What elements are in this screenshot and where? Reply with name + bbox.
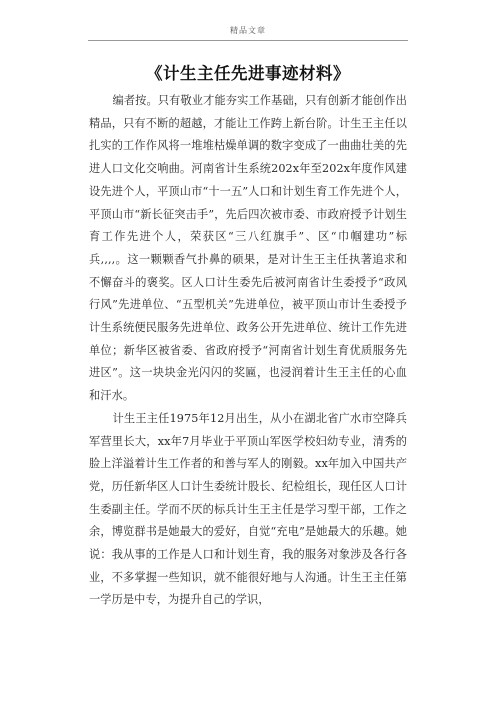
header-label: 精品文章 — [230, 26, 266, 35]
document-title: 《计生主任先进事迹材料》 — [146, 64, 350, 83]
page-header — [0, 0, 496, 36]
paragraph-biography: 计生王主任1975年12月出生，从小在湖北省广水市空降兵军营里长大，xx年7月毕业于平顶山军医学校妇幼专业，清秀的脸上洋溢着计生工作者的和善与军人的刚毅。xx年加入中国共产党，历任新华区人口计生委统计股长、纪检组长，现任区人口计生委副主任。学而不厌的标兵计生王主任是学习型干部，工作之余，博览群书是她最大的爱好，自觉“充电”是她最大的乐趣。她说：我从事的工作是人口和计划生育，我的服务对象涉及各行各业，不多掌握一些知识，就不能很好地与人沟通。计生王主任第一学历是中专，为提升自己的学识， — [89, 411, 407, 607]
header-divider — [88, 40, 408, 41]
paragraph-editor-note: 编者按。只有敬业才能夯实工作基础，只有创新才能创作出精品，只有不断的超越，才能让工作跨上新台阶。计生王主任以扎实的工作作风将一堆堆枯燥单调的数字变成了一曲曲壮美的先进人口文化交响曲。河南省计生系统202x年至202x年度作风建设先进个人，平顶山市“十一五”人口和计划生育工作先进个人，平顶山市“新长征突击手”，先后四次被市委、市政府授予计划生育工作先进个人，荣获区“三八红旗手”、区“巾帼建功”标兵,,,,。这一颗颗香气扑鼻的硕果，是对计生王主任执著追求和不懈奋斗的褒奖。区人口计生委先后被河南省计生委授予“政风行风”先进单位、“五型机关”先进单位，被平顶山市计生委授予计生系统便民服务先进单位、政务公开先进单位、统计工作先进单位；新华区被省委、省政府授予“河南省计划生育优质服务先进区”。这一块块金光闪闪的奖匾，也浸润着计生王主任的心血和汗水。 — [89, 94, 407, 403]
document-body — [89, 90, 407, 612]
